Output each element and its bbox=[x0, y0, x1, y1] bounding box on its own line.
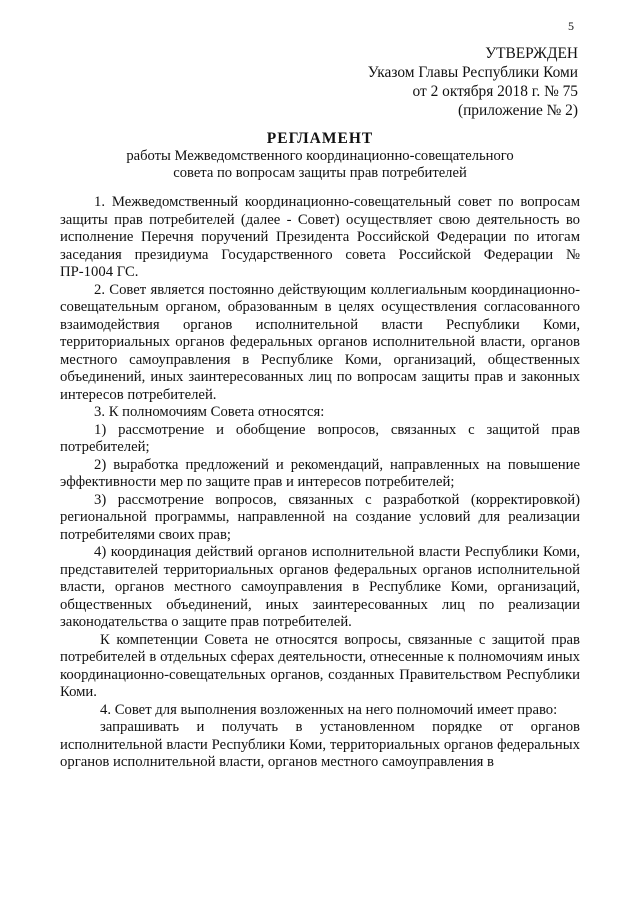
approval-date: от 2 октября 2018 г. № 75 bbox=[412, 83, 578, 100]
list-item-2: 2) выработка предложений и рекомендаций, направленных на повышение эффективности мер по защите прав и интересов потребителей; bbox=[60, 456, 580, 490]
approval-decree: Указом Главы Республики Коми bbox=[367, 64, 578, 81]
approval-stamp bbox=[368, 44, 578, 120]
approval-heading: УТВЕРЖДЕН bbox=[485, 45, 578, 62]
list-item-4: 4) координация действий органов исполнительной власти Республики Коми, представителей территориальных органов федеральных органов исполнительной власти, органов местного самоуправления в Республике Коми, организаций, общественных объединений, иных заинтересованных лиц по реализации законодательства о защите прав потребителей. bbox=[60, 544, 580, 630]
paragraph-competence: К компетенции Совета не относятся вопросы, связанные с защитой прав потребителей в отдельных сферах деятельности, отнесенные к полномочиям иных координационно-совещательных органов, созданных Правительством Республики Коми. bbox=[60, 631, 580, 700]
paragraph-3: 3. К полномочиям Совета относятся: bbox=[94, 404, 325, 420]
page-number: 5 bbox=[568, 19, 574, 33]
list-item-1: 1) рассмотрение и обобщение вопросов, связанных с защитой прав потребителей; bbox=[60, 421, 580, 455]
list-item-3: 3) рассмотрение вопросов, связанных с разработкой (корректировкой) региональной программы, направленной на создание условий для реализации потребителями своих прав; bbox=[60, 491, 580, 543]
document-body bbox=[60, 194, 580, 772]
title-block bbox=[60, 129, 580, 182]
paragraph-2: 2. Совет является постоянно действующим коллегиальным координационно-совещательным органом, образованным в целях осуществления согласованного взаимодействия органов исполнительной власти Республики Коми, территориальных органов федеральных органов исполнительной власти, органов местного самоуправления в Республике Коми, организаций, общественных объединений, иных заинтересованных лиц по вопросам защиты прав и законных интересов потребителей. bbox=[60, 281, 580, 403]
paragraph-4: 4. Совет для выполнения возложенных на него полномочий имеет право: bbox=[100, 701, 558, 718]
approval-appendix: (приложение № 2) bbox=[457, 102, 578, 119]
paragraph-1: 1. Межведомственный координационно-совещательный совет по вопросам защиты прав потребителей (далее - Совет) осуществляет свою деятельность во исполнение Перечня поручений Президента Российской Федерации по итогам заседания президиума Государственного совета Российской Федерации № ПР-1004 ГС. bbox=[60, 194, 580, 280]
document-title: РЕГЛАМЕНТ bbox=[266, 130, 374, 147]
subtitle-line-1: работы Межведомственного координационно-совещательного bbox=[126, 148, 514, 164]
paragraph-rights: запрашивать и получать в установленном порядке от органов исполнительной власти Республики Коми, территориальных органов федеральных органов исполнительной власти, органов местного самоуправления в bbox=[60, 719, 580, 770]
subtitle-line-2: совета по вопросам защиты прав потребителей bbox=[173, 165, 467, 181]
